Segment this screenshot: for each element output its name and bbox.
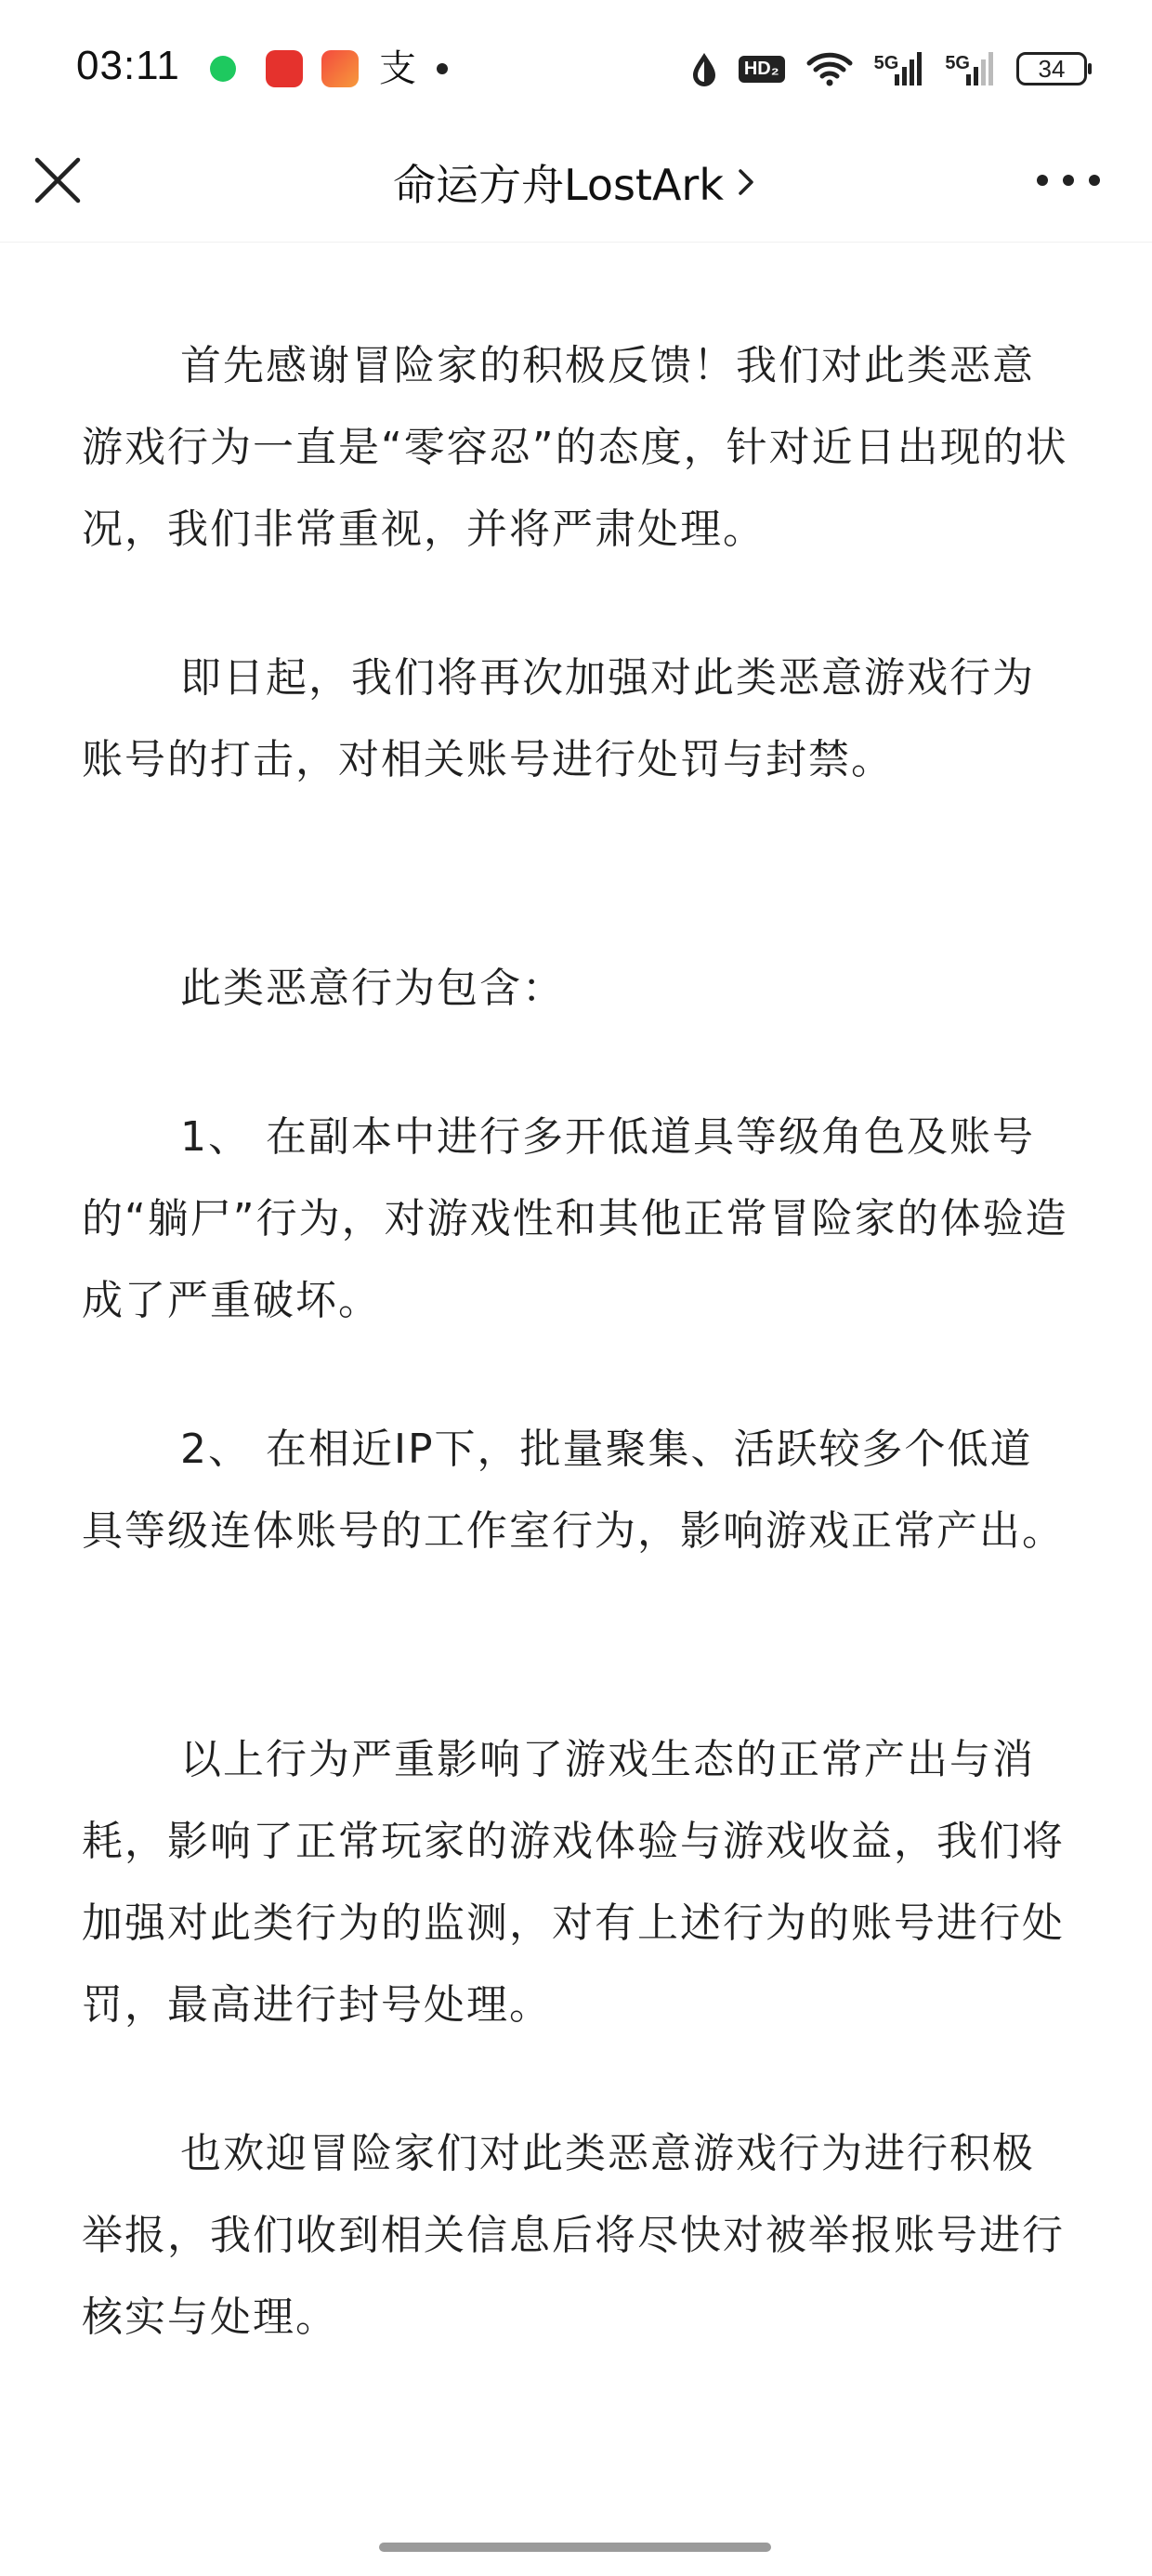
list-item-2: 2、 在相近IP下，批量聚集、活跃较多个低道具等级连体账号的工作室行为，影响游戏正常产出。 (82, 1426, 1065, 1555)
paragraph-measures: 即日起，我们将再次加强对此类恶意游戏行为账号的打击，对相关账号进行处罚与封禁。 (82, 654, 1035, 783)
signal-1-label: 5G (873, 53, 899, 73)
app-red-icon (266, 50, 303, 87)
paragraph-intro: 首先感谢冒险家的积极反馈！我们对此类恶意游戏行为一直是“零容忍”的态度，针对近日出现的状况，我们非常重视，并将严肃处理。 (82, 342, 1068, 553)
battery-indicator: 34 (1016, 52, 1087, 85)
spacer (82, 2046, 1070, 2113)
page-title: 命运方舟LostArk (393, 160, 724, 210)
account-title-button[interactable] (0, 138, 1152, 227)
list-item-1: 1、 在副本中进行多开低道具等级角色及账号的“躺尸”行为，对游戏性和其他正常冒险家的体验造成了严重破坏。 (82, 1113, 1068, 1324)
paragraph-list-heading: 此类恶意行为包含： (180, 965, 565, 1012)
notification-icons (210, 48, 448, 89)
system-status-icons (690, 46, 1087, 91)
signal-1 (874, 50, 925, 87)
app-orange-icon (321, 50, 359, 87)
paragraph-report: 也欢迎冒险家们对此类恶意游戏行为进行积极举报，我们收到相关信息后将尽快对被举报账号进行核实与处理。 (82, 2130, 1065, 2341)
signal-2-label: 5G (945, 53, 970, 73)
spacer (82, 1342, 1070, 1409)
nav-bar (0, 138, 1152, 243)
paragraph-impact: 以上行为严重影响了游戏生态的正常产出与消耗，影响了正常玩家的游戏体验与游戏收益，我们将加强对此类行为的监测，对有上述行为的账号进行处罚，最高进行封号处理。 (82, 1736, 1065, 2029)
spacer (82, 801, 1070, 948)
zhihu-icon: 支 (379, 47, 416, 90)
article-body (82, 325, 1070, 2359)
data-saver-icon (690, 50, 718, 87)
spotify-icon (210, 56, 236, 82)
more-icon[interactable] (1033, 162, 1104, 199)
hd-voice-icon: HD₂ (739, 56, 785, 83)
chevron-right-icon (735, 165, 759, 199)
spacer (82, 571, 1070, 637)
wifi-icon (805, 50, 854, 87)
status-time: 03:11 (76, 43, 180, 88)
status-bar (0, 0, 1152, 138)
signal-2 (945, 50, 996, 87)
more-notifications-dot (437, 63, 448, 74)
spacer (82, 1030, 1070, 1097)
close-icon[interactable] (30, 152, 85, 208)
home-indicator[interactable] (379, 2543, 771, 2552)
spacer (82, 1572, 1070, 1719)
